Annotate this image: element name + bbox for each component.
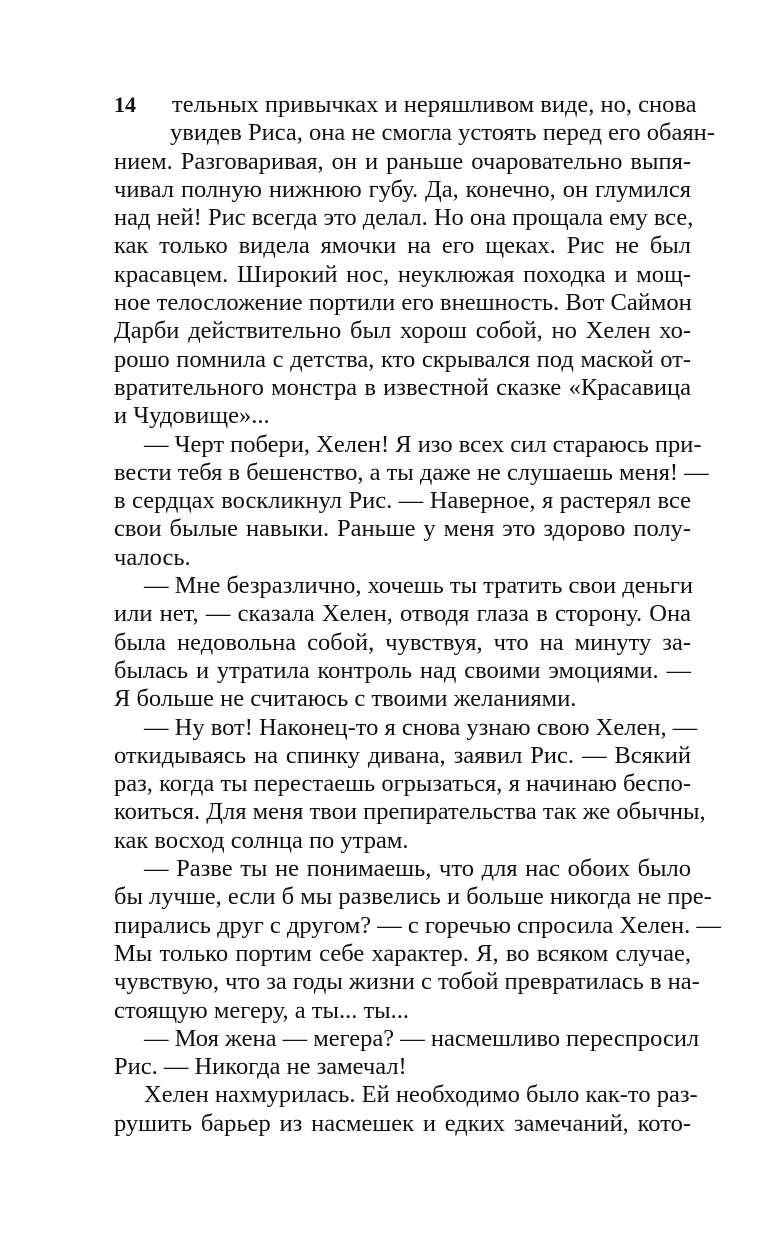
text-line: Дарби действительно был хорош собой, но Хелен хо- [114,317,691,345]
text-line: или нет, — сказала Хелен, отводя глаза в сторону. Она [114,600,691,628]
text-line: — Моя жена — мегера? — насмешливо переспросил [144,1024,700,1052]
text-line: вести тебя в бешенство, а ты даже не слушаешь меня! — [114,458,709,486]
text-line: чивал полную нижнюю губу. Да, конечно, он глумился [114,175,691,203]
text-line: чувствую, что за годы жизни с тобой превратилась в на- [114,968,700,996]
page-number: 14 [114,92,136,117]
text-line: рошо помнила с детства, кто скрывался под маской от- [114,345,691,373]
text-line: пирались друг с другом? — с горечью спросила Хелен. — [114,911,721,939]
text-line: откидываясь на спинку дивана, заявил Рис. — Всякий [114,741,691,769]
text-line: бы лучше, если б мы развелись и больше никогда не пре- [114,883,712,911]
text-line: Рис. — Никогда не замечал! [114,1053,407,1081]
text-line: Мы только портим себе характер. Я, во всяком случае, [114,939,691,967]
text-line: былась и утратила контроль над своими эмоциями. — [114,656,691,684]
text-line: Я больше не считаюсь с твоими желаниями. [114,685,577,713]
text-line: была недовольна собой, чувствуя, что на минуту за- [114,628,691,656]
text-line: рушить барьер из насмешек и едких замечаний, кото- [114,1109,691,1137]
text-line: — Мне безразлично, хочешь ты тратить свои деньги [144,572,694,600]
text-line: вратительного монстра в известной сказке «Красавица [114,373,691,401]
text-line: и Чудовище»... [114,402,270,430]
text-line: ное телосложение портили его внешность. Вот Саймон [114,289,692,317]
text-line: стоящую мегеру, а ты... ты... [114,996,410,1024]
text-line: над ней! Рис всегда это делал. Но она прощала ему все, [114,204,694,232]
text-line: — Ну вот! Наконец-то я снова узнаю свою Хелен, — [144,713,698,741]
text-line: красавцем. Широкий нос, неуклюжая походка и мощ- [114,260,691,288]
text-line: — Разве ты не понимаешь, что для нас обоих было [144,855,691,883]
text-line: как восход солнца по утрам. [114,826,409,854]
text-line: свои былые навыки. Раньше у меня это здорово полу- [114,515,691,543]
text-line: увидев Риса, она не смогла устоять перед его обаян- [170,119,715,147]
text-line: Хелен нахмурилась. Ей необходимо было как-то раз- [144,1081,698,1109]
text-line: в сердцах воскликнул Рис. — Наверное, я растерял все [114,487,691,515]
text-line: как только видела ямочки на его щеках. Рис не был [114,232,691,260]
text-line: тельных привычках и неряшливом виде, но, снова [172,91,697,118]
text-line: коиться. Для меня твои препирательства так же обычны, [114,798,706,826]
text-line: — Черт побери, Хелен! Я изо всех сил стараюсь при- [144,430,702,458]
text-line: раз, когда ты перестаешь огрызаться, я начинаю беспо- [114,770,691,798]
text-line: нием. Разговаривая, он и раньше очаровательно выпя- [114,147,691,175]
body-text [114,91,721,1138]
text-line: чалось. [114,543,191,571]
